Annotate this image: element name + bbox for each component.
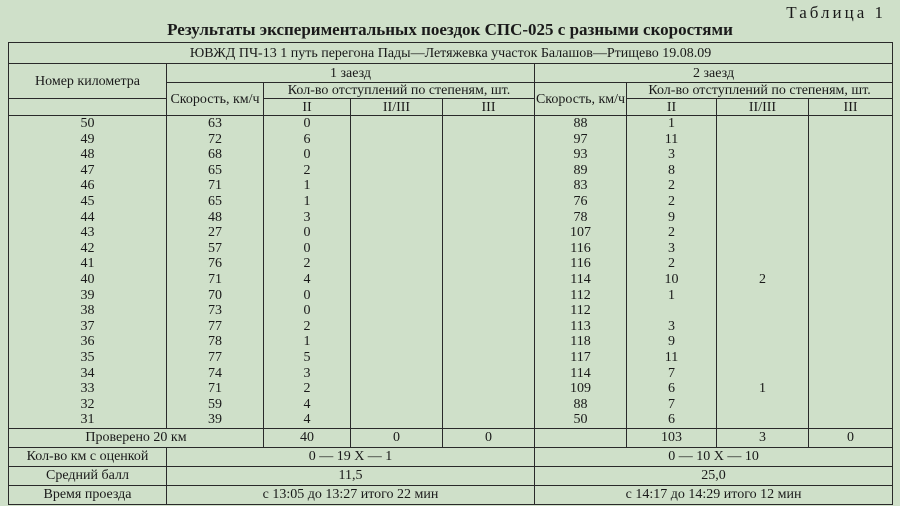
run2-speed-cell: 97	[573, 131, 588, 147]
checked-row	[9, 428, 893, 447]
run2-deg23-cell	[717, 334, 808, 350]
run1-deg23-cell	[351, 241, 442, 257]
km-cell: 35	[80, 349, 95, 365]
run1-deg2-cell: 4	[303, 412, 311, 428]
run2-deg3-cell	[809, 288, 892, 304]
run1-speed-header: Скорость, км/ч	[167, 83, 264, 116]
run1-deg23-cell	[351, 303, 442, 319]
run1-deg23-cell	[351, 194, 442, 210]
run1-deg2-cell: 3	[303, 209, 311, 225]
run1-deg3-cell	[443, 334, 534, 350]
km-cell: 41	[80, 256, 95, 272]
run1-deg23-cell	[351, 225, 442, 241]
run2-deg2-cell: 11	[664, 131, 679, 147]
km-cell: 39	[80, 287, 95, 303]
run1-deg2-cell: 5	[303, 349, 311, 365]
page-title: Результаты экспериментальных поездок СПС-025 с разными скоростями	[167, 20, 733, 39]
run1-deg23-header: II/III	[351, 99, 443, 116]
run-header-row	[9, 64, 893, 83]
run2-deg3-cell	[809, 350, 892, 366]
run2-deg3-cell	[809, 132, 892, 148]
run2-deg2-cell: 6	[668, 412, 675, 428]
run1-deg2-cell: 0	[303, 147, 311, 163]
run2-deg2-cell: 2	[668, 225, 675, 241]
run1-deg3-cell	[443, 412, 534, 428]
run2-deg3-cell	[809, 381, 892, 397]
run2-speed-cell: 89	[573, 162, 588, 178]
run1-deg3-cell	[443, 147, 534, 163]
km-subheader-empty	[9, 99, 167, 116]
avg-run1: 11,5	[167, 466, 535, 485]
run1-deg3-cell	[443, 397, 534, 413]
run1-deg2-cell: 0	[303, 287, 311, 303]
run1-deg23-cell	[351, 288, 442, 304]
run2-deg2-cell: 7	[668, 396, 675, 412]
run2-deg2-cell: 2	[668, 193, 675, 209]
table-label: Таблица 1	[786, 3, 886, 22]
run2-speed-header: Скорость, км/ч	[535, 83, 627, 116]
run1-deg2-cell: 2	[303, 256, 311, 272]
km-cell: 43	[80, 225, 95, 241]
run2-deg3-cell	[809, 272, 892, 288]
run2-deg23-cell	[717, 350, 808, 366]
run1-speed-cell: 39	[208, 412, 222, 428]
run1-speed-cell: 73	[208, 303, 222, 319]
run2-deg2-cell: 10	[664, 271, 679, 287]
run1-speed-cell: 71	[208, 381, 222, 397]
km-cell: 46	[80, 178, 95, 194]
avg-run2: 25,0	[535, 466, 893, 485]
run2-speed-cell: 116	[570, 256, 591, 272]
run2-deg2-column	[627, 116, 717, 429]
km-cell: 38	[80, 303, 95, 319]
km-cell: 47	[80, 162, 95, 178]
run1-deg23-cell	[351, 334, 442, 350]
run1-deg3-cell	[443, 116, 534, 132]
checked-run2-deg2: 103	[627, 428, 717, 447]
km-cell: 48	[80, 147, 95, 163]
run2-speed-cell: 88	[573, 116, 588, 131]
run2-deg2-cell: 11	[664, 349, 679, 365]
run2-deg3-cell	[809, 241, 892, 257]
km-header: Номер километра	[9, 64, 167, 99]
time-run1: с 13:05 до 13:27 итого 22 мин	[167, 485, 535, 504]
checked-run1-deg23: 0	[351, 428, 443, 447]
run2-speed-cell: 93	[573, 147, 588, 163]
run2-deg3-cell	[809, 194, 892, 210]
run1-speed-cell: 48	[208, 209, 222, 225]
run2-deg23-cell	[717, 288, 808, 304]
data-body-row	[9, 116, 893, 429]
run1-deg2-cell: 1	[303, 193, 311, 209]
run1-deg23-cell	[351, 272, 442, 288]
run2-deviations-header: Кол-во отступлений по степеням, шт.	[627, 83, 893, 99]
km-cell: 31	[80, 412, 95, 428]
run1-speed-cell: 76	[208, 256, 222, 272]
run1-deg3-cell	[443, 288, 534, 304]
run2-deg23-cell	[717, 303, 808, 319]
run1-speed-cell: 70	[208, 287, 222, 303]
run2-speed-cell: 50	[573, 412, 588, 428]
km-cell: 34	[80, 365, 95, 381]
run1-deg3-column	[443, 116, 535, 429]
run2-speed-cell: 88	[573, 396, 588, 412]
run1-deg23-cell	[351, 210, 442, 226]
run2-deg3-cell	[809, 210, 892, 226]
run1-deg3-cell	[443, 272, 534, 288]
run2-deg2-cell	[627, 303, 716, 319]
run1-header: 1 заезд	[167, 64, 535, 83]
run2-deg2-cell: 3	[668, 318, 675, 334]
run1-deg23-cell	[351, 147, 442, 163]
run1-speed-cell: 72	[208, 131, 222, 147]
run1-deg3-cell	[443, 163, 534, 179]
run1-deg2-cell: 2	[303, 381, 311, 397]
rated-run2: 0 — 10 X — 10	[535, 447, 893, 466]
run2-deg3-cell	[809, 303, 892, 319]
run1-deg3-cell	[443, 178, 534, 194]
run2-deg3-cell	[809, 334, 892, 350]
run2-deg23-cell	[717, 194, 808, 210]
avg-label: Средний балл	[9, 466, 167, 485]
run2-speed-cell: 116	[570, 240, 591, 256]
run2-deg3-cell	[809, 366, 892, 382]
run1-deg2-cell: 0	[303, 240, 311, 256]
km-cell: 33	[80, 381, 95, 397]
run2-header: 2 заезд	[535, 64, 893, 83]
run2-deg23-cell	[717, 132, 808, 148]
run1-speed-cell: 63	[208, 116, 222, 131]
time-label: Время проезда	[9, 485, 167, 504]
rated-run1: 0 — 19 X — 1	[167, 447, 535, 466]
run2-deg3-column	[809, 116, 893, 429]
run1-deg3-cell	[443, 132, 534, 148]
rated-row	[9, 447, 893, 466]
run2-deg2-cell: 3	[668, 240, 675, 256]
run1-deg2-cell: 0	[303, 303, 311, 319]
run2-deg3-cell	[809, 256, 892, 272]
km-cell: 40	[80, 271, 95, 287]
run2-deg23-cell	[717, 366, 808, 382]
run2-deg2-cell: 3	[668, 147, 675, 163]
run2-deg2-cell: 1	[668, 116, 675, 131]
run2-deg3-cell	[809, 178, 892, 194]
run2-deg23-header: II/III	[717, 99, 809, 116]
run2-deg2-cell: 9	[668, 334, 675, 350]
checked-run2-speed-empty	[535, 428, 627, 447]
run1-speed-cell: 59	[208, 396, 222, 412]
run1-speed-cell: 57	[208, 240, 222, 256]
avg-row	[9, 466, 893, 485]
run2-speed-cell: 114	[570, 271, 591, 287]
run1-deg3-cell	[443, 241, 534, 257]
route-row	[9, 43, 893, 64]
time-run2: с 14:17 до 14:29 итого 12 мин	[535, 485, 893, 504]
checked-label: Проверено 20 км	[9, 428, 264, 447]
km-cell: 32	[80, 396, 95, 412]
km-cell: 44	[80, 209, 95, 225]
run2-deg3-header: III	[809, 99, 893, 116]
degree-header-row	[9, 99, 893, 116]
run1-deg2-cell: 3	[303, 365, 311, 381]
run2-deg23-cell	[717, 412, 808, 428]
run1-deg3-header: III	[443, 99, 535, 116]
km-cell: 49	[80, 131, 95, 147]
run1-deg23-cell	[351, 366, 442, 382]
checked-run2-deg23: 3	[717, 428, 809, 447]
run1-speed-column	[167, 116, 264, 429]
run2-deg23-cell	[717, 163, 808, 179]
run1-speed-cell: 65	[208, 193, 222, 209]
run1-speed-cell: 27	[208, 225, 222, 241]
run2-deg2-cell: 2	[668, 178, 675, 194]
run1-deg23-cell	[351, 350, 442, 366]
run2-speed-cell: 112	[570, 287, 591, 303]
run2-speed-cell: 107	[570, 225, 591, 241]
run2-speed-column	[535, 116, 627, 429]
run1-deg23-cell	[351, 116, 442, 132]
run2-deg3-cell	[809, 397, 892, 413]
run1-speed-cell: 74	[208, 365, 222, 381]
run1-speed-cell: 65	[208, 162, 222, 178]
run2-deg2-cell: 7	[668, 365, 675, 381]
run2-speed-cell: 112	[570, 303, 591, 319]
run1-deg23-cell	[351, 397, 442, 413]
run1-deg3-cell	[443, 256, 534, 272]
run2-deg23-cell	[717, 319, 808, 335]
run2-deg23-cell: 2	[759, 271, 766, 287]
km-cell: 42	[80, 240, 95, 256]
run1-speed-cell: 77	[208, 349, 222, 365]
run2-deg2-cell: 8	[668, 162, 675, 178]
run1-deg3-cell	[443, 366, 534, 382]
results-table	[8, 42, 893, 505]
run2-deg2-header: II	[627, 99, 717, 116]
run2-speed-cell: 114	[570, 365, 591, 381]
run1-deg3-cell	[443, 319, 534, 335]
checked-run1-deg3: 0	[443, 428, 535, 447]
run1-deg23-cell	[351, 132, 442, 148]
run1-deg2-cell: 4	[303, 396, 311, 412]
run1-speed-cell: 77	[208, 318, 222, 334]
run2-deg3-cell	[809, 412, 892, 428]
run1-deg23-cell	[351, 163, 442, 179]
run2-deg23-cell	[717, 178, 808, 194]
time-row	[9, 485, 893, 504]
run1-deg2-cell: 6	[303, 131, 311, 147]
run2-deg2-cell: 1	[668, 287, 675, 303]
run2-deg23-cell	[717, 210, 808, 226]
km-cell: 36	[80, 334, 95, 350]
run2-deg3-cell	[809, 163, 892, 179]
run1-deg23-cell	[351, 412, 442, 428]
run1-deg2-cell: 4	[303, 271, 311, 287]
run1-deg23-cell	[351, 256, 442, 272]
run2-deg23-column	[717, 116, 809, 429]
run1-deg2-cell: 0	[303, 116, 311, 131]
run1-deg3-cell	[443, 194, 534, 210]
run2-deg3-cell	[809, 225, 892, 241]
run2-deg23-cell: 1	[759, 381, 766, 397]
run1-deg23-cell	[351, 381, 442, 397]
run2-speed-cell: 78	[573, 209, 588, 225]
run2-speed-cell: 83	[573, 178, 588, 194]
run2-deg2-cell: 6	[668, 381, 675, 397]
run1-speed-cell: 68	[208, 147, 222, 163]
run1-deg2-cell: 2	[303, 162, 311, 178]
run1-deg3-cell	[443, 303, 534, 319]
run1-speed-cell: 78	[208, 334, 222, 350]
run1-deg2-cell: 2	[303, 318, 311, 334]
run2-deg3-cell	[809, 319, 892, 335]
run2-speed-cell: 76	[573, 193, 588, 209]
run2-speed-cell: 118	[570, 334, 591, 350]
run1-speed-cell: 71	[208, 178, 222, 194]
run1-deg3-cell	[443, 225, 534, 241]
run1-deg2-column	[264, 116, 351, 429]
run1-deg3-cell	[443, 210, 534, 226]
run2-deg23-cell	[717, 116, 808, 132]
run2-speed-cell: 117	[570, 349, 591, 365]
km-cell: 37	[80, 318, 95, 334]
checked-run1-deg2: 40	[264, 428, 351, 447]
km-cell: 50	[80, 116, 95, 131]
run1-deg3-cell	[443, 381, 534, 397]
run1-deg2-cell: 1	[303, 334, 311, 350]
run2-deg23-cell	[717, 397, 808, 413]
run1-deg23-column	[351, 116, 443, 429]
run1-deg2-cell: 0	[303, 225, 311, 241]
run2-deg2-cell: 9	[668, 209, 675, 225]
checked-run2-deg3: 0	[809, 428, 893, 447]
run2-deg23-cell	[717, 256, 808, 272]
route-caption: ЮВЖД ПЧ-13 1 путь перегона Пады—Летяжевка участок Балашов—Ртищево 19.08.09	[9, 43, 893, 64]
run2-speed-cell: 109	[570, 381, 591, 397]
run1-speed-cell: 71	[208, 271, 222, 287]
run1-deg3-cell	[443, 350, 534, 366]
km-cell: 45	[80, 193, 95, 209]
km-column	[9, 116, 167, 429]
run2-deg2-cell: 2	[668, 256, 675, 272]
run2-deg3-cell	[809, 147, 892, 163]
run1-deviations-header: Кол-во отступлений по степеням, шт.	[264, 83, 535, 99]
rated-label: Кол-во км с оценкой	[9, 447, 167, 466]
run1-deg2-header: II	[264, 99, 351, 116]
run2-deg23-cell	[717, 147, 808, 163]
run2-speed-cell: 113	[570, 318, 591, 334]
run1-deg23-cell	[351, 178, 442, 194]
run2-deg23-cell	[717, 241, 808, 257]
run2-deg3-cell	[809, 116, 892, 132]
run2-deg23-cell	[717, 225, 808, 241]
run1-deg2-cell: 1	[303, 178, 311, 194]
run1-deg23-cell	[351, 319, 442, 335]
